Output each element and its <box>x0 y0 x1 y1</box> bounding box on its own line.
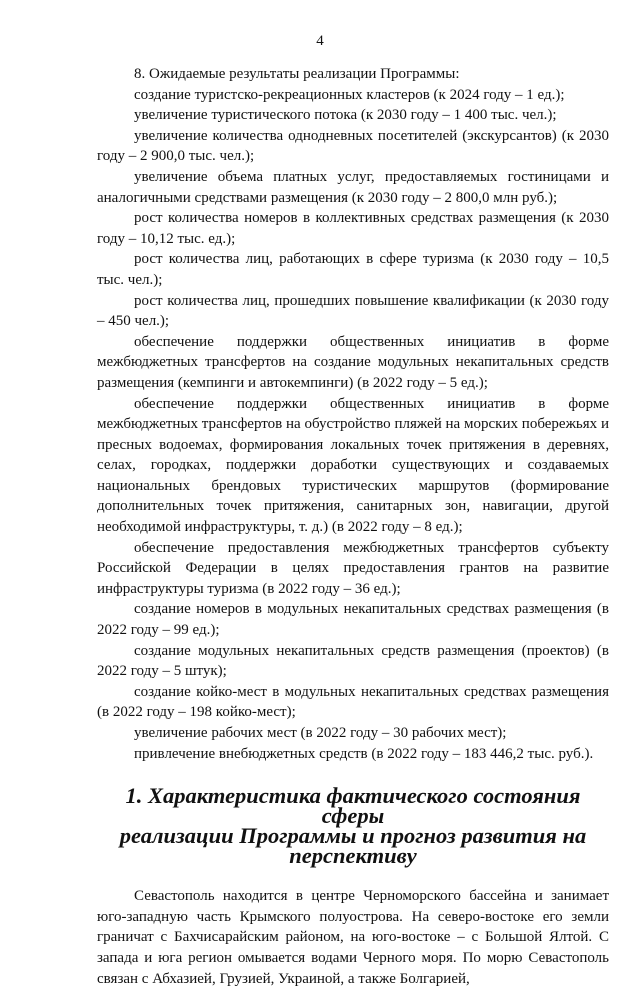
results-heading: 8. Ожидаемые результаты реализации Программы: <box>134 66 460 82</box>
result-item: создание модульных некапитальных средств размещения (проектов) (в 2022 году – 5 штук); <box>97 642 609 680</box>
result-item: увеличение количества однодневных посетителей (экскурсантов) (к 2030 году – 2 900,0 тыс. чел.); <box>97 127 609 165</box>
result-item: рост количества номеров в коллективных средствах размещения (к 2030 году – 10,12 тыс. ед.); <box>97 210 609 247</box>
result-item: создание койко-мест в модульных некапитальных средствах размещения (в 2022 году – 198 койко-мест); <box>97 683 609 721</box>
section-paragraph: Севастополь находится в центре Черноморского бассейна и занимает юго-западную часть Крымского полуострова. На северо-востоке его земли граничат с Бахчисарайским районом, на юго-востоке – с Большой Ялтой. С запада и юга регион омывается водами Черного моря. По морю Севастополь связан с Абхазией, Грузией, Украиной, а также Болгарией, <box>97 888 609 987</box>
section-heading-line-2: реализации Программы и прогноз развития на перспективу <box>119 823 587 869</box>
result-item: рост количества лиц, прошедших повышение квалификации (к 2030 году – 450 чел.); <box>97 292 609 330</box>
page-number: 4 <box>316 33 324 49</box>
result-item: создание номеров в модульных некапитальных средствах размещения (в 2022 году – 99 ед.); <box>97 601 609 639</box>
result-item: создание туристско-рекреационных кластеров (к 2024 году – 1 ед.); <box>134 86 565 103</box>
document-body <box>97 64 609 989</box>
result-item: обеспечение поддержки общественных инициатив в форме межбюджетных трансфертов на создание модульных некапитальных средств размещения (кемпинги и автокемпинги) (в 2022 году – 5 ед.); <box>97 333 609 391</box>
result-item: увеличение объема платных услуг, предоставляемых гостиницами и аналогичными средствами размещения (к 2030 году – 2 800,0 млн руб.); <box>97 168 609 206</box>
result-item: обеспечение предоставления межбюджетных трансфертов субъекту Российской Федерации в целях предоставления грантов на развитие инфраструктуры туризма (в 2022 году – 36 ед.); <box>97 539 609 597</box>
result-item: рост количества лиц, работающих в сфере туризма (к 2030 году – 10,5 тыс. чел.); <box>97 251 609 288</box>
section-heading-line-1: 1. Характеристика фактического состояния сферы <box>125 783 581 829</box>
result-item: обеспечение поддержки общественных инициатив в форме межбюджетных трансфертов на обустройство пляжей на морских побережьях и пресных водоемах, формирования локальных точек притяжения в деревнях, селах, городках, поддержки доработки существующих и создаваемых национальных брендовых туристических маршрутов (формирование дополнительных точек притяжения, санитарных зон, навигации, другой необходимой инфраструктуры, т. д.) (в 2022 году – 8 ед.); <box>97 395 609 536</box>
result-item: увеличение рабочих мест (в 2022 году – 30 рабочих мест); <box>134 725 507 741</box>
section-heading <box>97 764 609 886</box>
result-item: увеличение туристического потока (к 2030 году – 1 400 тыс. чел.); <box>134 107 557 124</box>
result-item: привлечение внебюджетных средств (в 2022 году – 183 446,2 тыс. руб.). <box>134 745 594 762</box>
